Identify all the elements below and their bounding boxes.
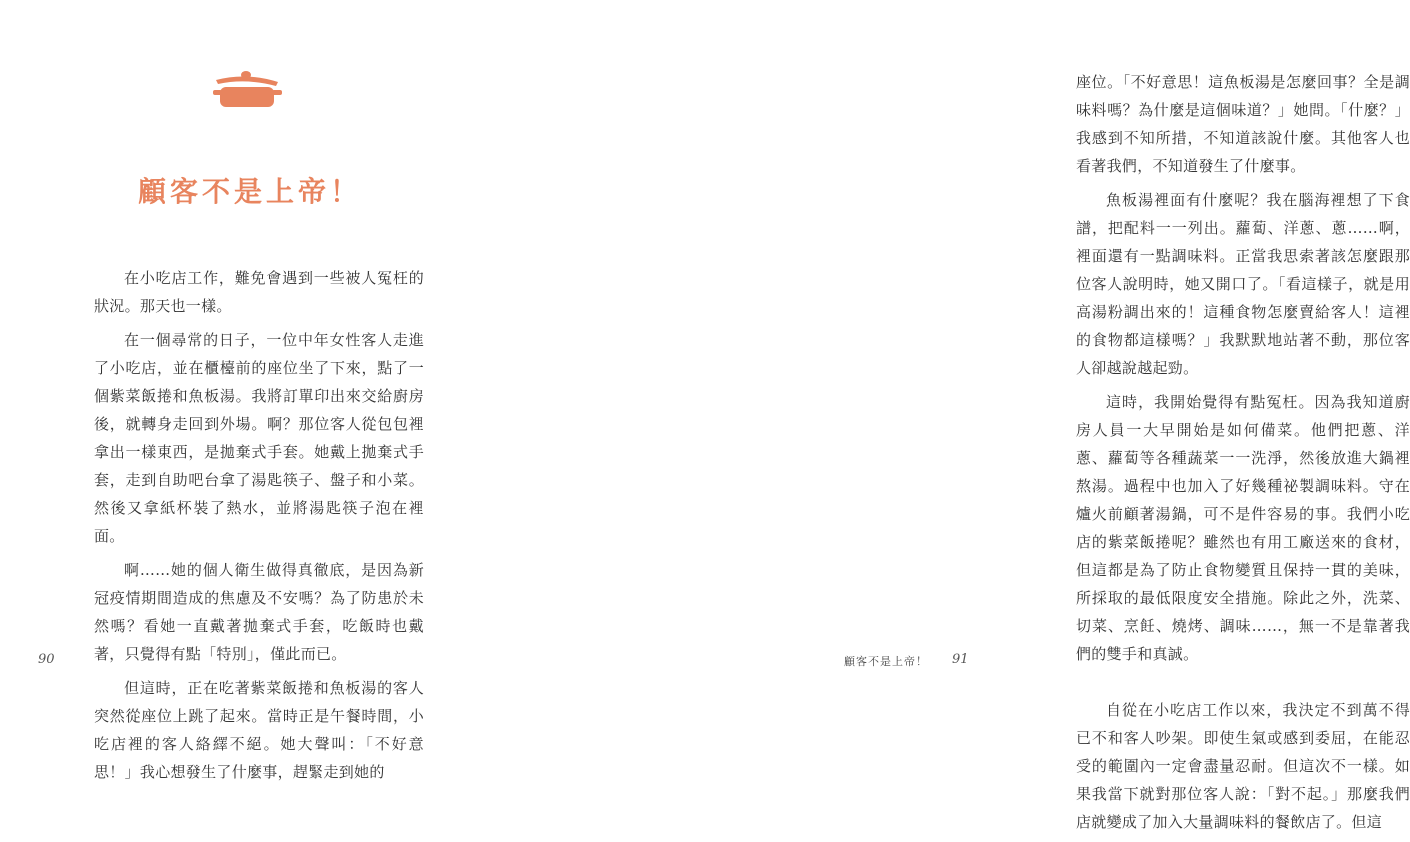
paragraph: 這時，我開始覺得有點冤枉。因為我知道廚房人員一大早開始是如何備菜。他們把蔥、洋蔥、蘿蔔等各種蔬菜一一洗淨，然後放進大鍋裡熬湯。過程中也加入了好幾種祕製調味料。守在爐火前顧著湯鍋，可不是件容易的事。我們小吃店的紫菜飯捲呢？雖然也有用工廠送來的食材，但這都是為了防止食物變質且保持一貫的美味，所採取的最低限度安全措施。除此之外，洗菜、切菜、烹飪、燒烤、調味……，無一不是靠著我們的雙手和真誠。	[1076, 393, 1410, 663]
paragraph: 座位。「不好意思！這魚板湯是怎麼回事？全是調味料嗎？為什麼是這個味道？」她問。「什麼？」我感到不知所措，不知道該說什麼。其他客人也看著我們，不知道發生了什麼事。	[1076, 73, 1410, 175]
left-page	[0, 0, 500, 781]
cooking-pot-icon	[212, 70, 284, 110]
right-body-text	[1076, 68, 1410, 842]
paragraph: 魚板湯裡面有什麼呢？我在腦海裡想了下食譜，把配料一一列出。蘿蔔、洋蔥、蔥……啊，裡面還有一點調味料。正當我思索著該怎麼跟那位客人說明時，她又開口了。「看這樣子，就是用高湯粉調出來的！這種食物怎麼賣給客人！這裡的食物都這樣嗎？」我默默地站著不動，那位客人卻越說越起勁。	[1076, 191, 1410, 377]
paragraph: 自從在小吃店工作以來，我決定不到萬不得已不和客人吵架。即使生氣或感到委屈，在能忍受的範圍內一定會盡量忍耐。但這次不一樣。如果我當下就對那位客人說：「對不起。」那麼我們店就變成了加入大量調味料的餐飲店了。但這	[1076, 701, 1410, 831]
paragraph: 啊……她的個人衛生做得真徹底，是因為新冠疫情期間造成的焦慮及不安嗎？為了防患於未然嗎？看她一直戴著拋棄式手套，吃飯時也戴著，只覺得有點「特別」，僅此而已。	[94, 561, 424, 663]
paragraph: 在小吃店工作，難免會遇到一些被人冤枉的狀況。那天也一樣。	[94, 269, 424, 315]
chapter-title: 顧客不是上帝！	[137, 175, 362, 208]
running-head: 顧客不是上帝！	[844, 655, 928, 668]
paragraph: 但這時，正在吃著紫菜飯捲和魚板湯的客人突然從座位上跳了起來。當時正是午餐時間，小吃店裡的客人絡繹不絕。她大聲叫：「不好意思！」我心想發生了什麼事，趕緊走到她的	[94, 679, 424, 781]
left-body-text	[94, 264, 424, 792]
right-page	[500, 0, 1410, 831]
page-number-right: 91	[952, 652, 969, 667]
paragraph: 在一個尋常的日子，一位中年女性客人走進了小吃店，並在櫃檯前的座位坐了下來，點了一個紫菜飯捲和魚板湯。我將訂單印出來交給廚房後，就轉身走回到外場。啊？那位客人從包包裡拿出一樣東西，是拋棄式手套。她戴上拋棄式手套，走到自助吧台拿了湯匙筷子、盤子和小菜。然後又拿紙杯裝了熱水，並將湯匙筷子泡在裡面。	[94, 331, 424, 545]
page-number-left: 90	[38, 652, 55, 667]
